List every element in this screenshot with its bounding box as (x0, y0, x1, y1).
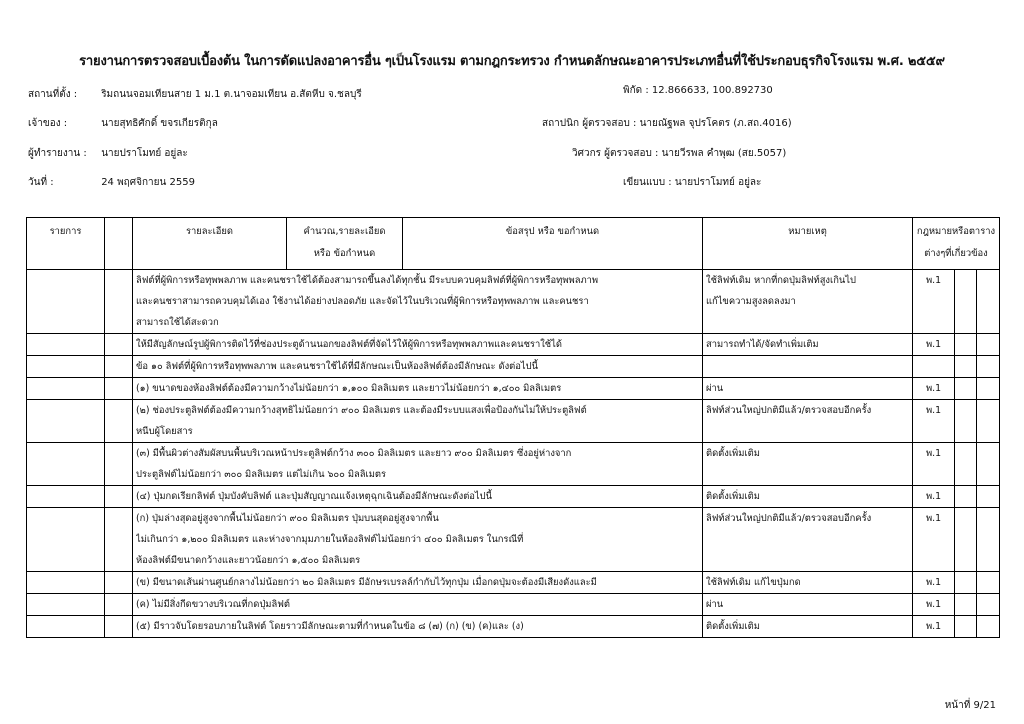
remark-cell (703, 378, 913, 400)
requirement-cell (133, 270, 703, 334)
law-cell: พ.1 (913, 443, 955, 486)
requirement-cell (133, 334, 703, 356)
writer-value: นายปราโมทย์ อยู่ละ (674, 177, 762, 188)
blank-cell (955, 572, 977, 594)
blank-cell (955, 400, 977, 443)
table-row (27, 486, 1000, 508)
blank-cell (105, 508, 133, 572)
header-conclusion: ข้อสรุป หรือ ขอกำหนด (403, 218, 703, 270)
requirement-line: (ค) ไม่มีสิ่งกีดขวางบริเวณที่กดปุ่มลิฟต์ (136, 599, 290, 610)
header-item: รายการ (27, 218, 105, 270)
requirement-cell (133, 400, 703, 443)
remark-line: ใช้ลิฟท์เดิม หากที่กดปุ่มลิฟท์สูงเกินไป (706, 275, 856, 286)
requirement-line: ห้องลิฟต์มีขนาดกว้างและยาวน้อยกว่า ๑,๕๐๐ มิลลิเมตร (136, 555, 361, 566)
requirement-line: ประตูลิฟต์ไม่น้อยกว่า ๓๐๐ มิลลิเมตร แต่ไม่เกิน ๖๐๐ มิลลิเมตร (136, 469, 387, 480)
header-detail: รายละเอียด (133, 218, 287, 270)
blank-cell (955, 616, 977, 638)
requirement-cell (133, 572, 703, 594)
table-row (27, 334, 1000, 356)
requirement-cell (133, 616, 703, 638)
header-blank (105, 218, 133, 270)
blank-cell (977, 616, 1000, 638)
blank-cell (977, 572, 1000, 594)
requirement-line: (๑) ขนาดของห้องลิฟต์ต้องมีความกว้างไม่น้อยกว่า ๑,๑๐๐ มิลลิเมตร และยาวไม่น้อยกว่า ๑,๔๐๐ มิลลิเมตร (136, 383, 562, 394)
blank-cell (955, 270, 977, 334)
law-cell: พ.1 (913, 594, 955, 616)
table-row (27, 400, 1000, 443)
engineer-row (572, 146, 786, 161)
blank-cell (955, 443, 977, 486)
remark-cell (703, 616, 913, 638)
date-row (28, 175, 195, 190)
blank-cell (105, 334, 133, 356)
remark-cell (703, 443, 913, 486)
remark-line: ลิฟท์ส่วนใหญ่ปกติมีแล้ว/ตรวจสอบอีกครั้ง (706, 405, 872, 416)
item-cell (27, 334, 105, 356)
header-law: กฎหมายหรือตาราง ต่างๆที่เกี่ยวข้อง (913, 218, 1000, 270)
requirement-line: (ข) มีขนาดเส้นผ่านศูนย์กลางไม่น้อยกว่า ๒๐ มิลลิเมตร มีอักษรเบรลล์กำกับไว้ทุกปุ่ม เมื่อกดปุ่มจะต้องมีเสียงดังและมี (136, 577, 597, 588)
date-label: วันที่ : (28, 177, 54, 188)
remark-cell (703, 334, 913, 356)
blank-cell (977, 378, 1000, 400)
law-cell: พ.1 (913, 400, 955, 443)
owner-label: เจ้าของ : (28, 118, 68, 129)
coords-row (623, 83, 773, 98)
blank-cell (105, 356, 133, 378)
table-row (27, 378, 1000, 400)
requirement-cell (133, 486, 703, 508)
law-cell: พ.1 (913, 334, 955, 356)
inspection-table (26, 217, 1000, 638)
item-cell (27, 594, 105, 616)
coords-value: 12.866633, 100.892730 (651, 85, 773, 96)
remark-cell (703, 572, 913, 594)
table-row (27, 594, 1000, 616)
requirement-line: ข้อ ๑๐ ลิฟต์ที่ผู้พิการหรือทุพพลภาพ และคนชราใช้ได้ที่มีลักษณะเป็นห้องลิฟต์ต้องมีลักษณะ ดังต่อไปนี้ (136, 361, 538, 372)
requirement-line: (๓) มีพื้นผิวต่างสัมผัสบนพื้นบริเวณหน้าประตูลิฟต์กว้าง ๓๐๐ มิลลิเมตร และยาว ๙๐๐ มิลลิเมตร ซึ่งอยู่ห่างจาก (136, 448, 572, 459)
blank-cell (977, 270, 1000, 334)
blank-cell (105, 270, 133, 334)
blank-cell (977, 594, 1000, 616)
item-cell (27, 400, 105, 443)
remark-line: ผ่าน (706, 599, 724, 610)
writer-row (623, 175, 761, 190)
reporter-value: นายปราโมทย์ อยู่ละ (101, 148, 188, 159)
header-remark: หมายเหตุ (703, 218, 913, 270)
law-cell: พ.1 (913, 486, 955, 508)
item-cell (27, 508, 105, 572)
owner-value: นายสุทธิศักดิ์ ขจรเกียรติกุล (101, 118, 218, 129)
blank-cell (105, 616, 133, 638)
requirement-line: ไม่เกินกว่า ๑,๒๐๐ มิลลิเมตร และห่างจากมุมภายในห้องลิฟต์ไม่น้อยกว่า ๔๐๐ มิลลิเมตร ในกรณีที่ (136, 534, 524, 545)
blank-cell (977, 443, 1000, 486)
blank-cell (977, 334, 1000, 356)
blank-cell (977, 400, 1000, 443)
location-value: ริมถนนจอมเทียนสาย 1 ม.1 ต.นาจอมเทียน อ.สัตหีบ จ.ชลบุรี (101, 89, 362, 100)
requirement-line: ให้มีสัญลักษณ์รูปผู้พิการติดไว้ที่ช่องประตูด้านนอกของลิฟต์ที่จัดไว้ให้ผู้พิการหรือทุพพลภาพและคนชราใช้ได้ (136, 339, 562, 350)
requirement-line: (๕) มีราวจับโดยรอบภายในลิฟต์ โดยราวมีลักษณะตามที่กำหนดในข้อ ๘ (๗) (ก) (ข) (ค)และ (ง) (136, 621, 524, 632)
blank-cell (105, 378, 133, 400)
law-cell: พ.1 (913, 378, 955, 400)
location-row (28, 87, 362, 102)
page-number: หน้าที่ 9/21 (944, 700, 996, 711)
remark-cell (703, 508, 913, 572)
table-row (27, 572, 1000, 594)
blank-cell (105, 400, 133, 443)
item-cell (27, 616, 105, 638)
architect-row (542, 116, 792, 131)
reporter-label: ผู้ทำรายงาน : (28, 148, 87, 159)
remark-cell (703, 400, 913, 443)
requirement-cell (133, 443, 703, 486)
table-header-row (27, 218, 1000, 270)
table-row (27, 270, 1000, 334)
law-cell: พ.1 (913, 616, 955, 638)
requirement-line: (๒) ช่องประตูลิฟต์ต้องมีความกว้างสุทธิไม่น้อยกว่า ๙๐๐ มิลลิเมตร และต้องมีระบบแสงเพื่อป้องกันไม่ให้ประตูลิฟต์ (136, 405, 587, 416)
table-row (27, 508, 1000, 572)
blank-cell (955, 486, 977, 508)
remark-line: แก้ไขความสูงลดลงมา (706, 296, 796, 307)
reporter-row (28, 146, 188, 161)
blank-cell (955, 334, 977, 356)
law-cell: พ.1 (913, 572, 955, 594)
blank-cell (955, 508, 977, 572)
item-cell (27, 486, 105, 508)
blank-cell (105, 572, 133, 594)
law-cell (913, 356, 955, 378)
requirement-line: (ก) ปุ่มล่างสุดอยู่สูงจากพื้นไม่น้อยกว่า ๙๐๐ มิลลิเมตร ปุ่มบนสุดอยู่สูงจากพื้น (136, 513, 439, 524)
architect-label: สถาปนิก ผู้ตรวจสอบ : (542, 118, 637, 129)
coords-label: พิกัด : (623, 85, 649, 96)
table-row (27, 356, 1000, 378)
blank-cell (977, 486, 1000, 508)
remark-line: ลิฟท์ส่วนใหญ่ปกติมีแล้ว/ตรวจสอบอีกครั้ง (706, 513, 872, 524)
law-cell: พ.1 (913, 270, 955, 334)
requirement-line: และคนชราสามารถควบคุมได้เอง ใช้งานได้อย่างปลอดภัย และจัดไว้ในบริเวณที่ผู้พิการหรือทุพพลภาพ และคนชรา (136, 296, 589, 307)
blank-cell (955, 594, 977, 616)
remark-cell (703, 270, 913, 334)
requirement-cell (133, 594, 703, 616)
blank-cell (105, 594, 133, 616)
requirement-line: สามารถใช้ได้สะดวก (136, 317, 219, 328)
requirement-cell (133, 508, 703, 572)
remark-cell (703, 356, 913, 378)
requirement-line: ลิฟต์ที่ผู้พิการหรือทุพพลภาพ และคนชราใช้ได้ต้องสามารถขึ้นลงได้ทุกชั้น มีระบบควบคุมลิฟต์ที่ผู้พิการหรือทุพพลภาพ (136, 275, 599, 286)
blank-cell (977, 508, 1000, 572)
engineer-label: วิศวกร ผู้ตรวจสอบ : (572, 148, 659, 159)
blank-cell (955, 378, 977, 400)
law-cell: พ.1 (913, 508, 955, 572)
date-value: 24 พฤศจิกายน 2559 (101, 177, 195, 188)
requirement-cell (133, 356, 703, 378)
item-cell (27, 378, 105, 400)
remark-line: สามารถทำได้/จัดทำเพิ่มเติม (706, 339, 819, 350)
remark-line: ผ่าน (706, 383, 724, 394)
requirement-cell (133, 378, 703, 400)
item-cell (27, 270, 105, 334)
table-row (27, 616, 1000, 638)
blank-cell (955, 356, 977, 378)
requirement-line: หนีบผู้โดยสาร (136, 426, 193, 437)
item-cell (27, 443, 105, 486)
table-row (27, 443, 1000, 486)
report-title: รายงานการตรวจสอบเบื้องต้น ในการดัดแปลงอาคารอื่น ๆเป็นโรงแรม ตามกฎกระทรวง กำหนดลักษณะอาคารประเภทอื่นที่ใช้ประกอบธุรกิจโรงแรม พ.ศ. ๒๕๕๙ (79, 54, 945, 69)
remark-line: ติดตั้งเพิ่มเติม (706, 621, 760, 632)
blank-cell (105, 443, 133, 486)
architect-value: นายณัฐพล จุปรโคตร (ภ.สถ.4016) (639, 118, 792, 129)
engineer-value: นายวีรพล คำพุฒ (สย.5057) (661, 148, 787, 159)
item-cell (27, 356, 105, 378)
item-cell (27, 572, 105, 594)
requirement-line: (๔) ปุ่มกดเรียกลิฟต์ ปุ่มบังคับลิฟต์ และปุ่มสัญญาณแจ้งเหตุฉุกเฉินต้องมีลักษณะดังต่อไปนี้ (136, 491, 493, 502)
location-label: สถานที่ตั้ง : (28, 89, 78, 100)
remark-cell (703, 594, 913, 616)
remark-line: ใช้ลิฟท์เดิม แก้ไขปุ่มกด (706, 577, 801, 588)
writer-label: เขียนแบบ : (623, 177, 672, 188)
remark-cell (703, 486, 913, 508)
blank-cell (977, 356, 1000, 378)
owner-row (28, 116, 218, 131)
header-calc: คำนวณ,รายละเอียด หรือ ข้อกำหนด (287, 218, 403, 270)
remark-line: ติดตั้งเพิ่มเติม (706, 491, 760, 502)
blank-cell (105, 486, 133, 508)
remark-line: ติดตั้งเพิ่มเติม (706, 448, 760, 459)
